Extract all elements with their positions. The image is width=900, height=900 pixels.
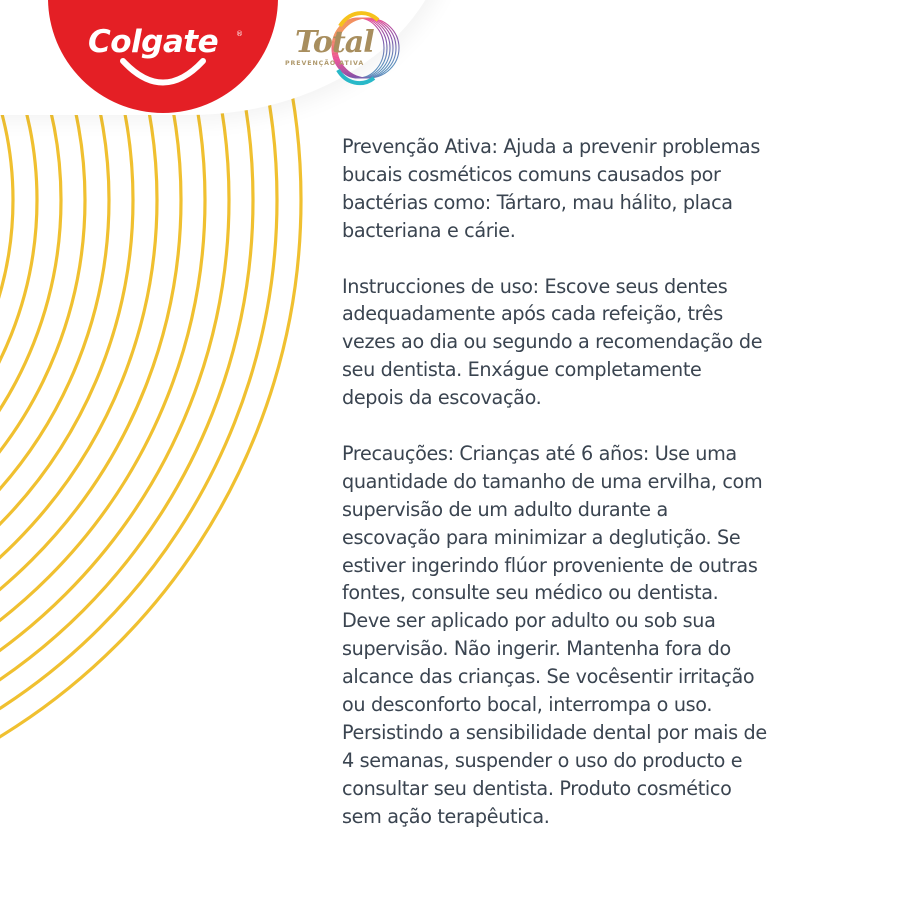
- text-line: bactérias como: Tártaro, mau hálito, placa: [342, 190, 733, 214]
- text-line: adequadamente após cada refeição, três: [342, 302, 723, 326]
- product-description: [342, 133, 832, 859]
- text-line: Instrucciones de uso: Escove seus dentes: [342, 274, 728, 298]
- text-line: Precauções: Crianças até 6 años: Use uma: [342, 441, 737, 465]
- text-line: sem ação terapêutica.: [342, 804, 550, 828]
- text-line: vezes ao dia ou segundo a recomendação de: [342, 330, 763, 354]
- paragraph-usage-instructions: [342, 273, 832, 413]
- text-line: consultar seu dentista. Produto cosmético: [342, 776, 732, 800]
- paragraph-precautions: [342, 440, 832, 831]
- text-line: Prevenção Ativa: Ajuda a prevenir problemas: [342, 135, 760, 158]
- paragraph-active-prevention: [342, 133, 832, 245]
- total-wordmark: Total: [295, 25, 374, 60]
- text-line: quantidade do tamanho de uma ervilha, com: [342, 469, 763, 493]
- total-subtitle: PREVENÇÃO ATIVA: [285, 60, 365, 67]
- total-logo: [285, 8, 405, 93]
- text-line: alcance das crianças. Se vocêsentir irritação: [342, 665, 755, 689]
- colgate-smile-icon: [120, 58, 206, 88]
- text-line: Persistindo a sensibilidade dental por mais de: [342, 721, 767, 744]
- text-line: estiver ingerindo flúor proveniente de outras: [342, 553, 758, 577]
- colgate-wordmark: Colgate: [88, 24, 219, 60]
- text-line: ou desconforto bocal, interrompa o uso.: [342, 693, 713, 717]
- text-line: supervisão. Não ingerir. Mantenha fora do: [342, 637, 731, 661]
- text-line: depois da escovação.: [342, 386, 542, 410]
- text-line: escovação para minimizar a deglutição. Se: [342, 525, 741, 549]
- text-line: supervisão de um adulto durante a: [342, 497, 668, 521]
- text-line: bacteriana e cárie.: [342, 218, 516, 242]
- text-line: 4 semanas, suspender o uso do producto e: [342, 748, 743, 772]
- text-line: fontes, consulte seu médico ou dentista.: [342, 581, 719, 605]
- text-line: bucais cosméticos comuns causados por: [342, 162, 721, 186]
- registered-mark: ®: [236, 30, 243, 38]
- text-line: seu dentista. Enxágue completamente: [342, 358, 702, 382]
- text-line: Deve ser aplicado por adulto ou sob sua: [342, 609, 716, 633]
